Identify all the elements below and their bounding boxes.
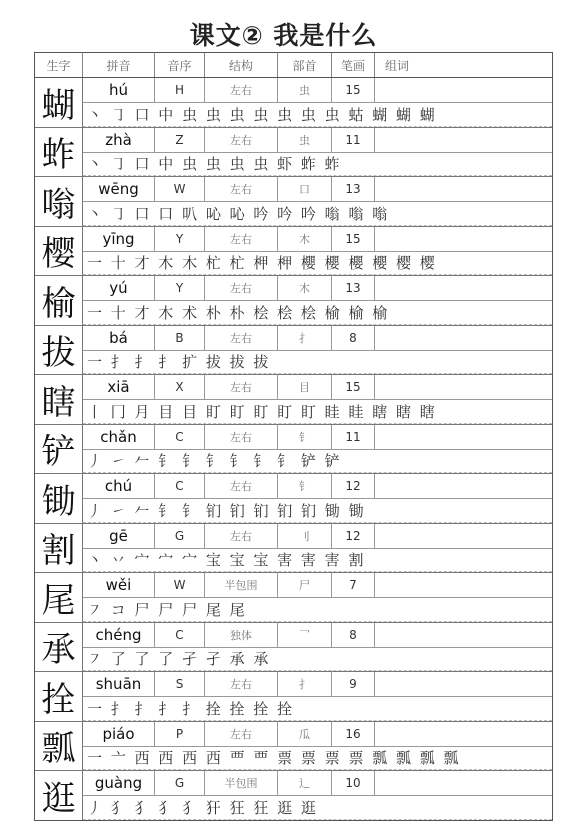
pinyin-cell: chǎn: [83, 425, 155, 449]
jiegou-cell: 独体: [205, 623, 278, 647]
bushou-cell: 扌: [278, 672, 332, 696]
stroke-order-row: [83, 747, 552, 771]
stroke-sequence: 丿 犭 犭 犭 犭 犴 狂 狂 逛 逛: [87, 798, 318, 817]
pinyin-cell: piáo: [83, 722, 155, 746]
stroke-sequence: 一 扌 扌 扌 扌 拴 拴 拴 拴: [87, 699, 295, 718]
bushou-cell: 钅: [278, 425, 332, 449]
yinxu-cell: P: [155, 722, 205, 746]
stroke-order-row: [83, 400, 552, 424]
character-cell: 瓢: [35, 722, 83, 771]
character-cell: 榆: [35, 276, 83, 325]
character-cell: 割: [35, 524, 83, 573]
character-cell: 蝴: [35, 78, 83, 127]
bushou-cell: 扌: [278, 326, 332, 350]
stroke-order-row: [83, 549, 552, 573]
stroke-order-row: [83, 499, 552, 523]
info-row: [83, 227, 552, 252]
table-row: [35, 78, 552, 128]
jiegou-cell: 左右: [205, 177, 278, 201]
info-row: [83, 425, 552, 450]
jiegou-cell: 半包围: [205, 573, 278, 597]
character-cell: 樱: [35, 227, 83, 276]
character-cell: 铲: [35, 425, 83, 474]
table-row: [35, 672, 552, 722]
zuci-cell[interactable]: [375, 276, 552, 300]
info-row: [83, 276, 552, 301]
bushou-cell: 目: [278, 375, 332, 399]
yinxu-cell: C: [155, 474, 205, 498]
table-row: [35, 177, 552, 227]
row-details: [83, 524, 552, 573]
jiegou-cell: 半包围: [205, 771, 278, 795]
pinyin-cell: wěi: [83, 573, 155, 597]
bihua-cell: 13: [332, 276, 375, 300]
bushou-cell: 刂: [278, 524, 332, 548]
table-row: [35, 227, 552, 277]
character-table: [34, 52, 553, 821]
info-row: [83, 573, 552, 598]
table-row: [35, 474, 552, 524]
pinyin-cell: bá: [83, 326, 155, 350]
yinxu-cell: G: [155, 524, 205, 548]
stroke-sequence: 丶 ㇆ 口 口 叭 吣 吣 吟 吟 吟 嗡 嗡 嗡: [87, 204, 390, 223]
row-details: [83, 128, 552, 177]
character-cell: 嗡: [35, 177, 83, 226]
jiegou-cell: 左右: [205, 78, 278, 102]
pinyin-cell: guàng: [83, 771, 155, 795]
character-cell: 瞎: [35, 375, 83, 424]
stroke-sequence: 一 亠 西 西 西 西 覀 覀 票 票 票 票 瓢 瓢 瓢 瓢: [87, 749, 461, 768]
pinyin-cell: chéng: [83, 623, 155, 647]
character-cell: 尾: [35, 573, 83, 622]
info-row: [83, 623, 552, 648]
table-row: [35, 771, 552, 820]
zuci-cell[interactable]: [375, 128, 552, 152]
row-details: [83, 227, 552, 276]
row-details: [83, 425, 552, 474]
character-cell: 拴: [35, 672, 83, 721]
bushou-cell: 乛: [278, 623, 332, 647]
jiegou-cell: 左右: [205, 326, 278, 350]
zuci-cell[interactable]: [375, 425, 552, 449]
stroke-sequence: 丨 冂 月 目 目 盯 盯 盯 盯 盯 眭 眭 瞎 瞎 瞎: [87, 402, 437, 421]
stroke-order-row: [83, 103, 552, 127]
info-row: [83, 78, 552, 103]
info-row: [83, 474, 552, 499]
bihua-cell: 11: [332, 425, 375, 449]
jiegou-cell: 左右: [205, 227, 278, 251]
info-row: [83, 524, 552, 549]
table-row: [35, 276, 552, 326]
stroke-sequence: 一 十 才 木 术 朴 朴 桧 桧 桧 榆 榆 榆: [87, 303, 390, 322]
info-row: [83, 771, 552, 796]
jiegou-cell: 左右: [205, 425, 278, 449]
pinyin-cell: yú: [83, 276, 155, 300]
row-details: [83, 326, 552, 375]
stroke-sequence: 丿 ㇀ 𠂉 钅 钅 钅 钅 钅 钅 铲 铲: [87, 452, 342, 471]
bihua-cell: 12: [332, 524, 375, 548]
character-cell: 拔: [35, 326, 83, 375]
table-header: [35, 52, 552, 78]
zuci-cell[interactable]: [375, 573, 552, 597]
yinxu-cell: C: [155, 623, 205, 647]
bushou-cell: 木: [278, 276, 332, 300]
zuci-cell[interactable]: [375, 375, 552, 399]
info-row: [83, 326, 552, 351]
stroke-order-row: [83, 252, 552, 276]
header-yinxu: 音序: [155, 53, 205, 77]
header-zuci: 组词: [385, 58, 410, 73]
jiegou-cell: 左右: [205, 375, 278, 399]
stroke-order-row: [83, 153, 552, 177]
bushou-cell: 口: [278, 177, 332, 201]
yinxu-cell: H: [155, 78, 205, 102]
table-row: [35, 623, 552, 673]
jiegou-cell: 左右: [205, 128, 278, 152]
stroke-sequence: 一 十 才 木 木 杧 杧 柙 柙 櫻 櫻 櫻 櫻 樱 樱: [87, 254, 437, 273]
jiegou-cell: 左右: [205, 524, 278, 548]
zuci-cell[interactable]: [375, 474, 552, 498]
character-cell: 逛: [35, 771, 83, 820]
zuci-cell[interactable]: [375, 78, 552, 102]
table-row: [35, 722, 552, 772]
bihua-cell: 9: [332, 672, 375, 696]
pinyin-cell: shuān: [83, 672, 155, 696]
character-cell: 承: [35, 623, 83, 672]
zuci-cell[interactable]: [375, 177, 552, 201]
pinyin-cell: chú: [83, 474, 155, 498]
stroke-sequence: 丶 丷 宀 宀 宀 宝 宝 宝 害 害 害 割: [87, 551, 366, 570]
stroke-order-row: [83, 648, 552, 672]
jiegou-cell: 左右: [205, 474, 278, 498]
row-details: [83, 375, 552, 424]
row-details: [83, 78, 552, 127]
header-bihua: 笔画: [332, 53, 375, 77]
stroke-order-row: [83, 796, 552, 820]
character-cell: 锄: [35, 474, 83, 523]
character-cell: 蚱: [35, 128, 83, 177]
yinxu-cell: W: [155, 573, 205, 597]
bihua-cell: 13: [332, 177, 375, 201]
stroke-order-row: [83, 202, 552, 226]
header-jiegou: 结构: [205, 53, 278, 77]
table-row: [35, 375, 552, 425]
stroke-sequence: 丶 ㇆ 口 中 虫 虫 虫 虫 虾 蚱 蚱: [87, 155, 342, 174]
info-row: [83, 375, 552, 400]
zuci-cell[interactable]: [375, 326, 552, 350]
info-row: [83, 722, 552, 747]
zuci-cell[interactable]: [375, 623, 552, 647]
entries-list: [35, 78, 552, 820]
stroke-order-row: [83, 450, 552, 474]
bihua-cell: 12: [332, 474, 375, 498]
stroke-order-row: [83, 598, 552, 622]
pinyin-cell: hú: [83, 78, 155, 102]
bihua-cell: 7: [332, 573, 375, 597]
yinxu-cell: W: [155, 177, 205, 201]
zuci-cell[interactable]: [375, 524, 552, 548]
row-details: [83, 623, 552, 672]
pinyin-cell: xiā: [83, 375, 155, 399]
row-details: [83, 672, 552, 721]
zuci-cell[interactable]: [375, 227, 552, 251]
info-row: [83, 177, 552, 202]
pinyin-cell: gē: [83, 524, 155, 548]
stroke-sequence: 丶 ㇆ 口 中 虫 虫 虫 虫 虫 虫 虫 蛄 蝴 蝴 蝴: [87, 105, 437, 124]
stroke-sequence: ㇇ 了 了 了 孑 孑 承 承: [87, 650, 271, 669]
row-details: [83, 177, 552, 226]
table-row: [35, 573, 552, 623]
header-bushou: 部首: [278, 53, 332, 77]
zuci-cell[interactable]: [375, 722, 552, 746]
bushou-cell: 木: [278, 227, 332, 251]
header-pinyin: 拼音: [83, 53, 155, 77]
stroke-order-row: [83, 351, 552, 375]
info-row: [83, 128, 552, 153]
bihua-cell: 15: [332, 78, 375, 102]
row-details: [83, 474, 552, 523]
pinyin-cell: yīng: [83, 227, 155, 251]
pinyin-cell: wēng: [83, 177, 155, 201]
yinxu-cell: Y: [155, 227, 205, 251]
zuci-cell[interactable]: [375, 771, 552, 795]
bihua-cell: 15: [332, 375, 375, 399]
info-row: [83, 672, 552, 697]
row-details: [83, 771, 552, 820]
zuci-cell[interactable]: [375, 672, 552, 696]
row-details: [83, 573, 552, 622]
row-details: [83, 722, 552, 771]
stroke-order-row: [83, 301, 552, 325]
row-details: [83, 276, 552, 325]
header-char: 生字: [35, 53, 83, 77]
yinxu-cell: G: [155, 771, 205, 795]
bihua-cell: 15: [332, 227, 375, 251]
jiegou-cell: 左右: [205, 722, 278, 746]
stroke-order-row: [83, 697, 552, 721]
yinxu-cell: C: [155, 425, 205, 449]
bihua-cell: 11: [332, 128, 375, 152]
table-row: [35, 128, 552, 178]
bihua-cell: 16: [332, 722, 375, 746]
yinxu-cell: B: [155, 326, 205, 350]
stroke-sequence: 一 扌 扌 扌 扩 拔 拔 拔: [87, 353, 271, 372]
stroke-sequence: 丿 ㇀ 𠂉 钅 钅 钔 钔 钔 钔 钔 锄 锄: [87, 501, 366, 520]
yinxu-cell: Z: [155, 128, 205, 152]
page-title: 课文② 我是什么: [189, 21, 378, 50]
bihua-cell: 8: [332, 623, 375, 647]
jiegou-cell: 左右: [205, 276, 278, 300]
bihua-cell: 8: [332, 326, 375, 350]
table-row: [35, 524, 552, 574]
bushou-cell: 辶: [278, 771, 332, 795]
bushou-cell: 瓜: [278, 722, 332, 746]
pinyin-cell: zhà: [83, 128, 155, 152]
bushou-cell: 虫: [278, 78, 332, 102]
yinxu-cell: X: [155, 375, 205, 399]
table-row: [35, 425, 552, 475]
yinxu-cell: S: [155, 672, 205, 696]
table-row: [35, 326, 552, 376]
yinxu-cell: Y: [155, 276, 205, 300]
jiegou-cell: 左右: [205, 672, 278, 696]
bushou-cell: 尸: [278, 573, 332, 597]
bihua-cell: 10: [332, 771, 375, 795]
bushou-cell: 钅: [278, 474, 332, 498]
bushou-cell: 虫: [278, 128, 332, 152]
stroke-sequence: ㇇ コ 尸 尸 尸 尾 尾: [87, 600, 247, 619]
